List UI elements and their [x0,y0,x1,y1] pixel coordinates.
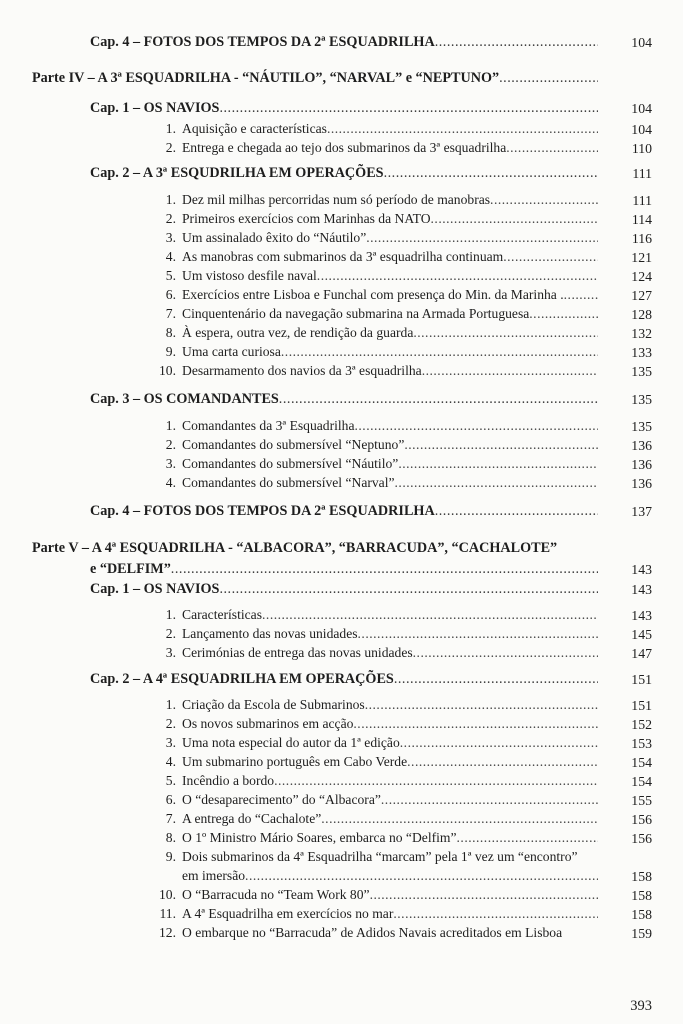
dot-leader [413,645,598,661]
chapter-entry [90,671,598,688]
entry-title: Comandantes do submersível “Neptuno” [182,437,405,452]
entry-number: 9. [165,344,176,359]
entry-page: 143 [631,562,652,577]
dot-leader [262,607,598,623]
entry-number: 7. [165,306,176,321]
dot-leader [274,773,598,789]
dot-leader [435,34,598,51]
entry-number: 8. [165,325,176,340]
dot-leader [370,887,598,903]
entry-title: Exercícios entre Lisboa e Funchal com presença do Min. da Marinha . [182,287,564,302]
entry-title: Cerimónias de entrega das novas unidades [182,645,413,660]
dot-leader [506,140,598,156]
entry-title: Cap. 4 – FOTOS DOS TEMPOS DA 2ª ESQUADRILHA [90,503,435,519]
entry-title: Uma carta curiosa [182,344,281,359]
entry-title: As manobras com submarinos da 3ª esquadrilha continuam [182,249,504,264]
entry-title: Um vistoso desfile naval [182,268,317,283]
entry-page: 159 [631,926,652,941]
entry-page: 132 [631,326,652,341]
item-entry [150,230,598,246]
entry-title: em imersão [182,868,246,883]
entry-number: 1. [165,697,176,712]
dot-leader [365,697,598,713]
entry-title: Um assinalado êxito do “Náutilo” [182,230,367,245]
item-entry [150,849,598,865]
item-entry [150,697,598,713]
item-entry [150,906,598,922]
entry-title: Cap. 1 – OS NAVIOS [90,100,220,116]
entry-page: 111 [632,193,652,208]
entry-number: 1. [165,192,176,207]
entry-page: 158 [631,907,652,922]
entry-number: 4. [165,249,176,264]
entry-page: 136 [631,476,652,491]
entry-page: 136 [631,438,652,453]
chapter-entry [90,34,598,51]
entry-title: Cap. 4 – FOTOS DOS TEMPOS DA 2ª ESQUADRILHA [90,34,435,50]
entry-page: 128 [631,307,652,322]
item-entry [150,418,598,434]
entry-title: e “DELFIM” [90,561,171,577]
item-entry [150,716,598,732]
entry-title: A 4ª Esquadrilha em exercícios no mar [182,906,394,921]
dot-leader [321,811,598,827]
entry-number: 10. [159,363,176,378]
dot-leader [171,561,598,578]
entry-page: 143 [631,608,652,623]
entry-page: 116 [631,231,652,246]
item-entry [150,773,598,789]
entry-page: 124 [631,269,652,284]
item-entry [150,607,598,623]
dot-leader [395,475,598,491]
item-entry [150,830,598,846]
entry-number: 5. [165,268,176,283]
entry-title: Comandantes da 3ª Esquadrilha [182,418,355,433]
dot-leader [499,70,598,87]
entry-page: 147 [631,646,652,661]
item-entry [150,868,598,884]
item-entry [150,754,598,770]
entry-title: Cap. 2 – A 3ª ESQUDRILHA EM OPERAÇÕES [90,165,384,181]
entry-title: Desarmamento dos navios da 3ª esquadrilha [182,363,422,378]
dot-leader [327,121,598,137]
entry-number: 2. [165,716,176,731]
item-entry [150,192,598,208]
dot-leader [281,344,598,360]
entry-page: 133 [631,345,652,360]
entry-number: 12. [159,925,176,940]
entry-title: Entrega e chegada ao tejo dos submarinos da 3ª esquadrilha [182,140,507,155]
chapter-entry [90,165,598,182]
entry-number: 3. [165,735,176,750]
entry-number: 7. [165,811,176,826]
entry-page: 114 [631,212,652,227]
entry-title: Parte IV – A 3ª ESQUADRILHA - “NÁUTILO”, “NARVAL” e “NEPTUNO” [32,70,500,86]
entry-number: 2. [165,437,176,452]
entry-number: 2. [165,140,176,155]
dot-leader [422,363,598,379]
dot-leader [219,581,598,598]
entry-page: 127 [631,288,652,303]
dot-leader [404,437,598,453]
dot-leader [529,306,598,322]
dot-leader [381,792,598,808]
entry-page: 151 [631,672,652,687]
chapter-entry [90,391,598,408]
entry-page: 152 [631,717,652,732]
dot-leader [431,211,598,227]
entry-title: Cap. 1 – OS NAVIOS [90,581,220,597]
entry-number: 4. [165,475,176,490]
dot-leader [393,906,598,922]
entry-title: Cap. 2 – A 4ª ESQUADRILHA EM OPERAÇÕES [90,671,394,687]
item-entry [150,475,598,491]
item-entry [150,735,598,751]
entry-title: O “desaparecimento” do “Albacora” [182,792,381,807]
dot-leader [407,754,598,770]
dot-leader [355,418,599,434]
item-entry [150,268,598,284]
entry-title: Comandantes do submersível “Narval” [182,475,395,490]
part-entry [32,70,598,87]
item-entry [150,925,598,941]
entry-number: 3. [165,645,176,660]
dot-leader [317,268,598,284]
item-entry [150,249,598,265]
dot-leader [358,626,598,642]
entry-number: 1. [165,607,176,622]
dot-leader [435,503,598,520]
dot-leader [366,230,598,246]
entry-title: Características [182,607,263,622]
item-entry [150,811,598,827]
entry-number: 6. [165,792,176,807]
entry-page: 156 [631,831,652,846]
entry-number: 5. [165,773,176,788]
dot-leader [503,249,598,265]
entry-page: 151 [631,698,652,713]
entry-page: 135 [631,419,652,434]
page-number: 393 [630,998,652,1014]
entry-page: 135 [631,392,652,407]
entry-page: 158 [631,869,652,884]
entry-title: O “Barracuda no “Team Work 80” [182,887,370,902]
entry-number: 4. [165,754,176,769]
item-entry [150,121,598,137]
entry-page: 154 [631,755,652,770]
entry-title: O 1º Ministro Mário Soares, embarca no “Delfim” [182,830,457,845]
entry-page: 110 [631,141,652,156]
item-entry [150,140,598,156]
item-entry [150,211,598,227]
entry-number: 2. [165,211,176,226]
entry-number: 3. [165,230,176,245]
entry-title: Dez mil milhas percorridas num só período de manobras [182,192,491,207]
dot-leader [353,716,598,732]
item-entry [150,325,598,341]
item-entry [150,456,598,472]
entry-page: 135 [631,364,652,379]
entry-title: Primeiros exercícios com Marinhas da NATO [182,211,431,226]
dot-leader [219,100,598,117]
dot-leader [457,830,598,846]
chapter-entry [90,503,598,520]
entry-number: 1. [165,121,176,136]
item-entry [150,363,598,379]
entry-page: 104 [631,35,652,50]
entry-title: Aquisição e características [182,121,327,136]
entry-page: 121 [631,250,652,265]
entry-number: 8. [165,830,176,845]
item-entry [150,344,598,360]
entry-title: Uma nota especial do autor da 1ª edição [182,735,400,750]
item-entry [150,287,598,303]
item-entry [150,792,598,808]
entry-number: 1. [165,418,176,433]
entry-title: Criação da Escola de Submarinos [182,697,365,712]
entry-title: Comandantes do submersível “Náutilo” [182,456,399,471]
entry-page: 155 [631,793,652,808]
dot-leader [398,456,598,472]
item-entry [150,306,598,322]
entry-page: 136 [631,457,652,472]
entry-title: A entrega do “Cachalote” [182,811,322,826]
entry-page: 143 [631,582,652,597]
entry-title: Incêndio a bordo [182,773,275,788]
entry-title: Lançamento das novas unidades [182,626,358,641]
dot-leader [564,287,598,303]
entry-title: Um submarino português em Cabo Verde [182,754,408,769]
entry-number: 3. [165,456,176,471]
part-entry [90,561,598,578]
entry-number: 2. [165,626,176,641]
entry-page: 153 [631,736,652,751]
dot-leader [384,165,598,182]
entry-title: Cinquentenário da navegação submarina na Armada Portuguesa [182,306,530,321]
entry-page: 145 [631,627,652,642]
entry-title: Parte V – A 4ª ESQUADRILHA - “ALBACORA”, “BARRACUDA”, “CACHALOTE” [32,540,558,556]
item-entry [150,626,598,642]
item-entry [150,887,598,903]
dot-leader [400,735,598,751]
entry-number: 6. [165,287,176,302]
entry-page: 104 [631,122,652,137]
entry-title: O embarque no “Barracuda” de Adidos Navais acreditados em Lisboa [182,925,563,940]
chapter-entry [90,581,598,598]
part-entry [32,540,598,557]
dot-leader [413,325,598,341]
entry-page: 154 [631,774,652,789]
dot-leader [245,868,598,884]
entry-page: 158 [631,888,652,903]
entry-page: 156 [631,812,652,827]
entry-title: À espera, outra vez, de rendição da guarda [182,325,414,340]
dot-leader [394,671,598,688]
entry-number: 10. [159,887,176,902]
item-entry [150,645,598,661]
dot-leader [490,192,598,208]
entry-title: Cap. 3 – OS COMANDANTES [90,391,279,407]
entry-page: 137 [631,504,652,519]
dot-leader [279,391,598,408]
chapter-entry [90,100,598,117]
item-entry [150,437,598,453]
entry-title: Dois submarinos da 4ª Esquadrilha “marcam” pela 1ª vez um “encontro” [182,849,578,864]
entry-number: 9. [165,849,176,864]
entry-title: Os novos submarinos em acção [182,716,354,731]
entry-page: 104 [631,101,652,116]
entry-page: 111 [632,166,652,181]
entry-number: 11. [159,906,176,921]
